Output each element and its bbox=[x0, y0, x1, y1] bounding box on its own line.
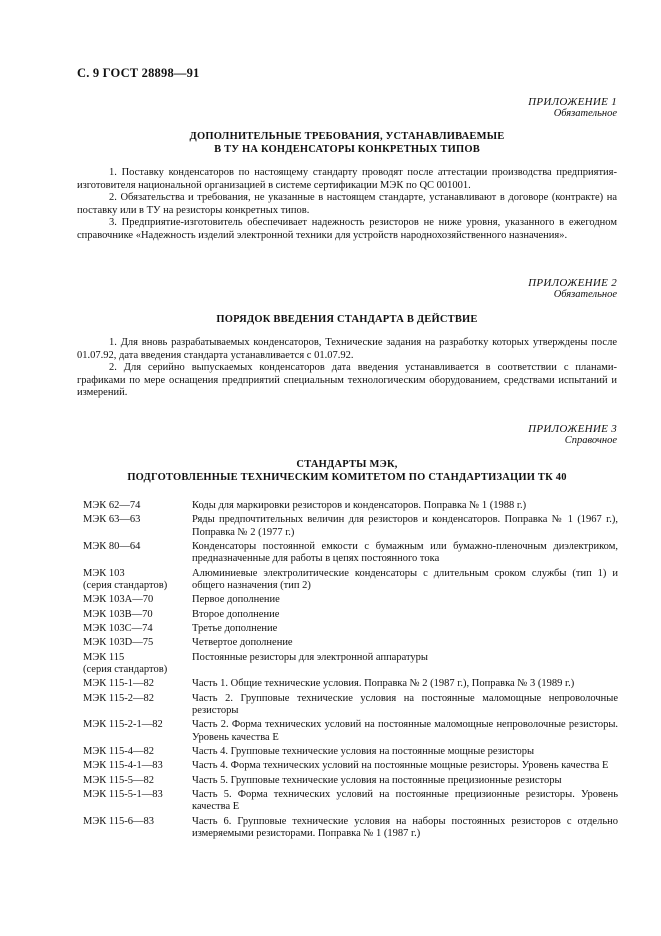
appendix-2-label-block bbox=[528, 277, 617, 301]
standard-description: Первое дополнение bbox=[192, 594, 280, 606]
standard-row bbox=[83, 541, 618, 568]
appendix-3-label-block bbox=[528, 423, 617, 447]
standard-description: Часть 6. Групповые технические условия на наборы постоянных резисторов с отдельно измеряемыми резисторами. Поправка № 1 (1987 г.) bbox=[192, 815, 618, 839]
standard-code-number: МЭК 115-1—82 bbox=[83, 678, 155, 690]
standard-code bbox=[83, 609, 192, 623]
standard-code bbox=[83, 500, 192, 514]
standard-row bbox=[83, 678, 618, 692]
standard-row bbox=[83, 609, 618, 623]
appendix-1-label-block bbox=[528, 96, 617, 120]
standard-code bbox=[83, 760, 192, 774]
standard-description: Четвертое дополнение bbox=[192, 637, 293, 649]
standard-description: Часть 2. Форма технических условий на постоянные маломощные непроволочные резисторы. Уровень качества Е bbox=[192, 719, 618, 743]
standard-code-note: (серия стандартов) bbox=[83, 663, 168, 675]
standard-description: Часть 4. Форма технических условий на постоянные мощные резисторы. Уровень качества Е bbox=[192, 760, 609, 772]
standard-code bbox=[83, 789, 192, 816]
standard-code-number: МЭК 115-2—82 bbox=[83, 692, 155, 704]
standard-code bbox=[83, 637, 192, 651]
standard-code bbox=[83, 594, 192, 608]
standard-description: Конденсаторы постоянной емкости с бумажным или бумажно-пленочным диэлектриком, предназначенные для работы в цепях постоянного тока bbox=[192, 540, 618, 565]
standard-description: Часть 2. Групповые технические условия на постоянные маломощные непроволочные резисторы bbox=[192, 692, 618, 716]
standard-row bbox=[83, 760, 618, 774]
standard-row bbox=[83, 514, 618, 541]
appendix-1-title bbox=[77, 130, 617, 156]
appendix-3-title-line-1: СТАНДАРТЫ МЭК, bbox=[296, 459, 398, 470]
standard-description: Часть 5. Форма технических условий на постоянные прецизионные резисторы. Уровень качества Е bbox=[192, 789, 618, 813]
standard-row bbox=[83, 568, 618, 595]
standard-code bbox=[83, 652, 192, 679]
appendix-1-title-line-2: В ТУ НА КОНДЕНСАТОРЫ КОНКРЕТНЫХ ТИПОВ bbox=[214, 144, 480, 155]
standard-code bbox=[83, 568, 192, 595]
standard-code-number: МЭК 115 bbox=[83, 651, 125, 663]
appendix-3-status: Справочное bbox=[564, 435, 617, 446]
standard-code-number: МЭК 63—63 bbox=[83, 514, 141, 526]
standard-description: Часть 5. Групповые технические условия на постоянные прецизионные резисторы bbox=[192, 774, 562, 786]
standard-code-number: МЭК 115-4—82 bbox=[83, 745, 155, 757]
appendix-1-status: Обязательное bbox=[553, 108, 617, 119]
standard-row bbox=[83, 693, 618, 720]
appendix-1-paragraph-1: 1. Поставку конденсаторов по настоящему стандарту проводят после аттестации производства предприятия-изготовителя национальной организацией в системе сертификации МЭК по QC 001001. bbox=[77, 167, 617, 191]
standard-code bbox=[83, 719, 192, 746]
standard-code-number: МЭК 62—74 bbox=[83, 500, 141, 511]
standard-description: Постоянные резисторы для электронной аппаратуры bbox=[192, 651, 428, 663]
standard-code bbox=[83, 623, 192, 637]
standard-row bbox=[83, 746, 618, 760]
standard-code-number: МЭК 103 bbox=[83, 567, 125, 579]
appendix-1-paragraph-3: 3. Предприятие-изготовитель обеспечивает надежность резисторов не ниже уровня, указанного в ежегодном справочнике «Надежность изделий электронной техники для устройств народнохозяйственного назначения». bbox=[77, 217, 617, 241]
standard-description: Ряды предпочтительных величин для резисторов и конденсаторов. Поправка № 1 (1967 г.), Поправка № 2 (1977 г.) bbox=[192, 514, 618, 538]
standard-row bbox=[83, 637, 618, 651]
standard-code bbox=[83, 775, 192, 789]
standard-description: Второе дополнение bbox=[192, 608, 280, 620]
standard-row bbox=[83, 623, 618, 637]
standard-row bbox=[83, 816, 618, 843]
appendix-2-paragraph-2: 2. Для серийно выпускаемых конденсаторов дата введения устанавливается в соответствии с планами-графиками по мере оснащения предприятий специальным технологическим оборудованием, средствами испытаний и измерений. bbox=[77, 362, 617, 398]
standard-code bbox=[83, 693, 192, 720]
standard-description: Третье дополнение bbox=[192, 622, 278, 634]
appendix-3-label: ПРИЛОЖЕНИЕ 3 bbox=[528, 423, 617, 435]
standard-row bbox=[83, 500, 618, 514]
standard-code-note: (серия стандартов) bbox=[83, 579, 168, 591]
standard-code bbox=[83, 678, 192, 692]
standard-description: Алюминиевые электролитические конденсаторы с длительным сроком службы (тип 1) и общего назначения (тип 2) bbox=[192, 567, 618, 591]
standard-description: Коды для маркировки резисторов и конденсаторов. Поправка № 1 (1988 г.) bbox=[192, 500, 527, 511]
standard-row bbox=[83, 719, 618, 746]
standard-description: Часть 4. Групповые технические условия на постоянные мощные резисторы bbox=[192, 745, 535, 757]
page-header: С. 9 ГОСТ 28898—91 bbox=[77, 66, 200, 80]
standard-code-number: МЭК 103С—74 bbox=[83, 622, 153, 634]
appendix-1-paragraph-2: 2. Обязательства и требования, не указанные в настоящем стандарте, устанавливают в договоре (контракте) на поставку или в ТУ на резисторы конкретных типов. bbox=[77, 192, 617, 216]
standard-row bbox=[83, 652, 618, 679]
standard-code-number: МЭК 103D—75 bbox=[83, 637, 154, 649]
standard-code-number: МЭК 115-6—83 bbox=[83, 815, 155, 827]
appendix-2-status: Обязательное bbox=[553, 289, 617, 300]
standard-code bbox=[83, 514, 192, 541]
standard-row bbox=[83, 594, 618, 608]
appendix-3-title bbox=[77, 458, 617, 484]
appendix-1-label: ПРИЛОЖЕНИЕ 1 bbox=[528, 96, 617, 108]
standard-code bbox=[83, 541, 192, 568]
appendix-2-label: ПРИЛОЖЕНИЕ 2 bbox=[528, 277, 617, 289]
standard-code-number: МЭК 80—64 bbox=[83, 540, 141, 552]
standard-row bbox=[83, 789, 618, 816]
iec-standards-list bbox=[83, 500, 618, 842]
standard-code-number: МЭК 115-2-1—82 bbox=[83, 719, 163, 731]
standard-code-number: МЭК 103А—70 bbox=[83, 594, 154, 606]
appendix-3-title-line-2: ПОДГОТОВЛЕННЫЕ ТЕХНИЧЕСКИМ КОМИТЕТОМ ПО СТАНДАРТИЗАЦИИ ТК 40 bbox=[127, 472, 567, 483]
standard-code-number: МЭК 103В—70 bbox=[83, 608, 153, 620]
standard-code bbox=[83, 816, 192, 843]
standard-row bbox=[83, 775, 618, 789]
standard-code-number: МЭК 115-4-1—83 bbox=[83, 760, 163, 772]
standard-description: Часть 1. Общие технические условия. Поправка № 2 (1987 г.), Поправка № 3 (1989 г.) bbox=[192, 678, 575, 690]
standard-code-number: МЭК 115-5—82 bbox=[83, 774, 155, 786]
standard-code-number: МЭК 115-5-1—83 bbox=[83, 789, 163, 801]
appendix-2-paragraph-1: 1. Для вновь разрабатываемых конденсаторов, Технические задания на разработку которых утверждены после 01.07.92, дата введения стандарта устанавливается с 01.07.92. bbox=[77, 337, 617, 361]
appendix-1-title-line-1: ДОПОЛНИТЕЛЬНЫЕ ТРЕБОВАНИЯ, УСТАНАВЛИВАЕМЫЕ bbox=[189, 131, 505, 142]
standard-code bbox=[83, 746, 192, 760]
appendix-2-title: ПОРЯДОК ВВЕДЕНИЯ СТАНДАРТА В ДЕЙСТВИЕ bbox=[216, 314, 478, 325]
